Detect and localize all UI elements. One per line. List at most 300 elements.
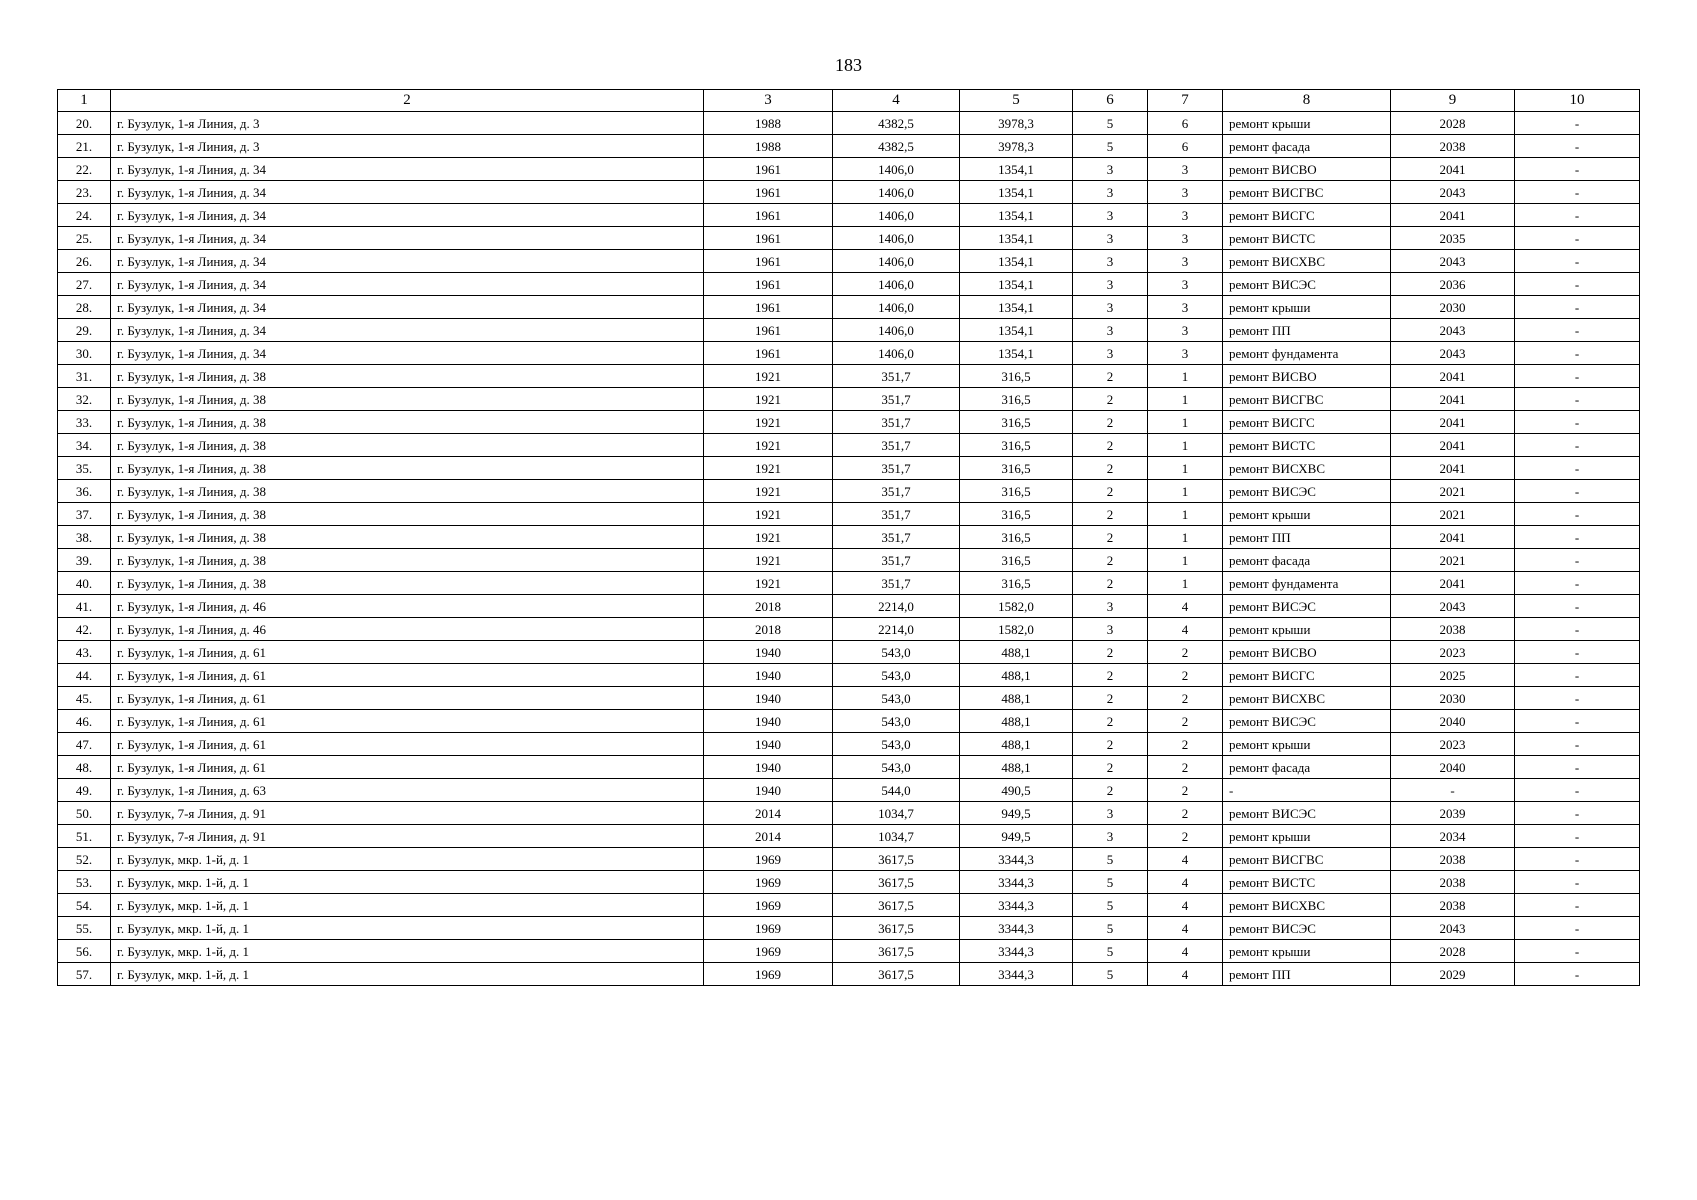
living-area-cell: 1354,1 bbox=[960, 342, 1073, 365]
floors-cell: 2 bbox=[1073, 687, 1148, 710]
living-area-cell: 490,5 bbox=[960, 779, 1073, 802]
row-number-cell: 26. bbox=[58, 250, 111, 273]
entrances-cell: 2 bbox=[1148, 825, 1223, 848]
column-header-6: 6 bbox=[1073, 90, 1148, 112]
entrances-cell: 4 bbox=[1148, 894, 1223, 917]
work-type-cell: ремонт ВИСТС bbox=[1223, 227, 1391, 250]
page-number: 183 bbox=[835, 55, 862, 75]
table-row bbox=[58, 572, 1640, 595]
work-type-cell: ремонт ПП bbox=[1223, 526, 1391, 549]
entrances-cell: 4 bbox=[1148, 940, 1223, 963]
floors-cell: 3 bbox=[1073, 618, 1148, 641]
row-number-cell: 39. bbox=[58, 549, 111, 572]
total-area-cell: 3617,5 bbox=[833, 894, 960, 917]
address-cell: г. Бузулук, 1-я Линия, д. 61 bbox=[111, 733, 704, 756]
row-number-cell: 27. bbox=[58, 273, 111, 296]
living-area-cell: 316,5 bbox=[960, 411, 1073, 434]
row-number-cell: 50. bbox=[58, 802, 111, 825]
note-cell: - bbox=[1515, 825, 1640, 848]
planned-year-cell: 2041 bbox=[1391, 434, 1515, 457]
year-built-cell: 1940 bbox=[704, 664, 833, 687]
table-row bbox=[58, 457, 1640, 480]
total-area-cell: 351,7 bbox=[833, 457, 960, 480]
total-area-cell: 543,0 bbox=[833, 756, 960, 779]
year-built-cell: 1961 bbox=[704, 273, 833, 296]
row-number-cell: 21. bbox=[58, 135, 111, 158]
row-number-cell: 35. bbox=[58, 457, 111, 480]
address-cell: г. Бузулук, 1-я Линия, д. 61 bbox=[111, 687, 704, 710]
note-cell: - bbox=[1515, 365, 1640, 388]
floors-cell: 2 bbox=[1073, 411, 1148, 434]
note-cell: - bbox=[1515, 710, 1640, 733]
planned-year-cell: 2028 bbox=[1391, 940, 1515, 963]
living-area-cell: 316,5 bbox=[960, 503, 1073, 526]
work-type-cell: ремонт ВИСТС bbox=[1223, 871, 1391, 894]
column-header-5: 5 bbox=[960, 90, 1073, 112]
work-type-cell: ремонт ВИСЭС bbox=[1223, 917, 1391, 940]
address-cell: г. Бузулук, 1-я Линия, д. 61 bbox=[111, 664, 704, 687]
total-area-cell: 1406,0 bbox=[833, 227, 960, 250]
floors-cell: 2 bbox=[1073, 779, 1148, 802]
work-type-cell: ремонт фундамента bbox=[1223, 572, 1391, 595]
total-area-cell: 2214,0 bbox=[833, 618, 960, 641]
table-row bbox=[58, 112, 1640, 135]
floors-cell: 5 bbox=[1073, 963, 1148, 986]
note-cell: - bbox=[1515, 457, 1640, 480]
planned-year-cell: 2028 bbox=[1391, 112, 1515, 135]
year-built-cell: 2018 bbox=[704, 595, 833, 618]
table-row bbox=[58, 319, 1640, 342]
total-area-cell: 351,7 bbox=[833, 549, 960, 572]
note-cell: - bbox=[1515, 319, 1640, 342]
planned-year-cell: 2038 bbox=[1391, 618, 1515, 641]
total-area-cell: 4382,5 bbox=[833, 112, 960, 135]
planned-year-cell: 2041 bbox=[1391, 572, 1515, 595]
table-row bbox=[58, 388, 1640, 411]
table-row bbox=[58, 342, 1640, 365]
floors-cell: 2 bbox=[1073, 549, 1148, 572]
table-row bbox=[58, 503, 1640, 526]
address-cell: г. Бузулук, 1-я Линия, д. 34 bbox=[111, 296, 704, 319]
work-type-cell: ремонт фасада bbox=[1223, 756, 1391, 779]
planned-year-cell: 2038 bbox=[1391, 135, 1515, 158]
year-built-cell: 1961 bbox=[704, 181, 833, 204]
address-cell: г. Бузулук, 1-я Линия, д. 38 bbox=[111, 503, 704, 526]
row-number-cell: 29. bbox=[58, 319, 111, 342]
row-number-cell: 30. bbox=[58, 342, 111, 365]
row-number-cell: 37. bbox=[58, 503, 111, 526]
entrances-cell: 4 bbox=[1148, 917, 1223, 940]
address-cell: г. Бузулук, 1-я Линия, д. 38 bbox=[111, 480, 704, 503]
total-area-cell: 543,0 bbox=[833, 733, 960, 756]
note-cell: - bbox=[1515, 250, 1640, 273]
planned-year-cell: 2023 bbox=[1391, 641, 1515, 664]
address-cell: г. Бузулук, 1-я Линия, д. 34 bbox=[111, 158, 704, 181]
living-area-cell: 949,5 bbox=[960, 825, 1073, 848]
work-type-cell: ремонт крыши bbox=[1223, 112, 1391, 135]
total-area-cell: 351,7 bbox=[833, 572, 960, 595]
address-cell: г. Бузулук, мкр. 1-й, д. 1 bbox=[111, 848, 704, 871]
note-cell: - bbox=[1515, 388, 1640, 411]
table-row bbox=[58, 710, 1640, 733]
table-row bbox=[58, 480, 1640, 503]
entrances-cell: 3 bbox=[1148, 227, 1223, 250]
entrances-cell: 1 bbox=[1148, 388, 1223, 411]
total-area-cell: 1406,0 bbox=[833, 342, 960, 365]
work-type-cell: ремонт крыши bbox=[1223, 733, 1391, 756]
planned-year-cell: - bbox=[1391, 779, 1515, 802]
note-cell: - bbox=[1515, 204, 1640, 227]
year-built-cell: 1921 bbox=[704, 549, 833, 572]
work-type-cell: ремонт крыши bbox=[1223, 296, 1391, 319]
living-area-cell: 316,5 bbox=[960, 549, 1073, 572]
floors-cell: 5 bbox=[1073, 135, 1148, 158]
registry-table bbox=[57, 89, 1640, 986]
living-area-cell: 3344,3 bbox=[960, 917, 1073, 940]
living-area-cell: 1582,0 bbox=[960, 595, 1073, 618]
entrances-cell: 1 bbox=[1148, 503, 1223, 526]
living-area-cell: 1354,1 bbox=[960, 319, 1073, 342]
table-row bbox=[58, 204, 1640, 227]
row-number-cell: 52. bbox=[58, 848, 111, 871]
address-cell: г. Бузулук, 1-я Линия, д. 38 bbox=[111, 411, 704, 434]
floors-cell: 2 bbox=[1073, 480, 1148, 503]
address-cell: г. Бузулук, 1-я Линия, д. 38 bbox=[111, 365, 704, 388]
entrances-cell: 1 bbox=[1148, 480, 1223, 503]
total-area-cell: 3617,5 bbox=[833, 940, 960, 963]
planned-year-cell: 2025 bbox=[1391, 664, 1515, 687]
row-number-cell: 31. bbox=[58, 365, 111, 388]
work-type-cell: ремонт крыши bbox=[1223, 618, 1391, 641]
row-number-cell: 23. bbox=[58, 181, 111, 204]
row-number-cell: 57. bbox=[58, 963, 111, 986]
planned-year-cell: 2039 bbox=[1391, 802, 1515, 825]
total-area-cell: 1406,0 bbox=[833, 181, 960, 204]
work-type-cell: ремонт фундамента bbox=[1223, 342, 1391, 365]
entrances-cell: 1 bbox=[1148, 572, 1223, 595]
floors-cell: 5 bbox=[1073, 894, 1148, 917]
note-cell: - bbox=[1515, 595, 1640, 618]
row-number-cell: 32. bbox=[58, 388, 111, 411]
year-built-cell: 1988 bbox=[704, 135, 833, 158]
address-cell: г. Бузулук, 1-я Линия, д. 46 bbox=[111, 618, 704, 641]
note-cell: - bbox=[1515, 756, 1640, 779]
living-area-cell: 1354,1 bbox=[960, 204, 1073, 227]
header-row bbox=[58, 90, 1640, 112]
row-number-cell: 38. bbox=[58, 526, 111, 549]
column-header-9: 9 bbox=[1391, 90, 1515, 112]
floors-cell: 2 bbox=[1073, 756, 1148, 779]
work-type-cell: ремонт ВИСГС bbox=[1223, 664, 1391, 687]
year-built-cell: 1940 bbox=[704, 779, 833, 802]
address-cell: г. Бузулук, 1-я Линия, д. 38 bbox=[111, 549, 704, 572]
work-type-cell: ремонт ВИСЭС bbox=[1223, 595, 1391, 618]
year-built-cell: 2014 bbox=[704, 825, 833, 848]
address-cell: г. Бузулук, 7-я Линия, д. 91 bbox=[111, 825, 704, 848]
address-cell: г. Бузулук, 1-я Линия, д. 46 bbox=[111, 595, 704, 618]
address-cell: г. Бузулук, 1-я Линия, д. 3 bbox=[111, 112, 704, 135]
year-built-cell: 1921 bbox=[704, 572, 833, 595]
year-built-cell: 1921 bbox=[704, 434, 833, 457]
table-row bbox=[58, 526, 1640, 549]
year-built-cell: 2014 bbox=[704, 802, 833, 825]
entrances-cell: 4 bbox=[1148, 595, 1223, 618]
note-cell: - bbox=[1515, 641, 1640, 664]
address-cell: г. Бузулук, мкр. 1-й, д. 1 bbox=[111, 894, 704, 917]
entrances-cell: 6 bbox=[1148, 112, 1223, 135]
table-row bbox=[58, 917, 1640, 940]
work-type-cell: ремонт ПП bbox=[1223, 963, 1391, 986]
entrances-cell: 2 bbox=[1148, 733, 1223, 756]
floors-cell: 3 bbox=[1073, 342, 1148, 365]
work-type-cell: ремонт ВИСВО bbox=[1223, 158, 1391, 181]
year-built-cell: 1940 bbox=[704, 687, 833, 710]
planned-year-cell: 2021 bbox=[1391, 480, 1515, 503]
total-area-cell: 1406,0 bbox=[833, 319, 960, 342]
planned-year-cell: 2043 bbox=[1391, 595, 1515, 618]
entrances-cell: 2 bbox=[1148, 710, 1223, 733]
row-number-cell: 55. bbox=[58, 917, 111, 940]
work-type-cell: ремонт ВИСХВС bbox=[1223, 250, 1391, 273]
living-area-cell: 488,1 bbox=[960, 687, 1073, 710]
living-area-cell: 1354,1 bbox=[960, 158, 1073, 181]
planned-year-cell: 2038 bbox=[1391, 871, 1515, 894]
row-number-cell: 25. bbox=[58, 227, 111, 250]
year-built-cell: 1940 bbox=[704, 710, 833, 733]
table-row bbox=[58, 365, 1640, 388]
planned-year-cell: 2030 bbox=[1391, 296, 1515, 319]
total-area-cell: 543,0 bbox=[833, 641, 960, 664]
table-row bbox=[58, 641, 1640, 664]
table-row bbox=[58, 434, 1640, 457]
living-area-cell: 316,5 bbox=[960, 572, 1073, 595]
row-number-cell: 22. bbox=[58, 158, 111, 181]
note-cell: - bbox=[1515, 112, 1640, 135]
living-area-cell: 1354,1 bbox=[960, 250, 1073, 273]
entrances-cell: 4 bbox=[1148, 963, 1223, 986]
planned-year-cell: 2030 bbox=[1391, 687, 1515, 710]
table-row bbox=[58, 871, 1640, 894]
table-row bbox=[58, 963, 1640, 986]
floors-cell: 5 bbox=[1073, 940, 1148, 963]
floors-cell: 3 bbox=[1073, 158, 1148, 181]
address-cell: г. Бузулук, 1-я Линия, д. 38 bbox=[111, 457, 704, 480]
planned-year-cell: 2034 bbox=[1391, 825, 1515, 848]
floors-cell: 2 bbox=[1073, 710, 1148, 733]
entrances-cell: 3 bbox=[1148, 273, 1223, 296]
row-number-cell: 44. bbox=[58, 664, 111, 687]
floors-cell: 3 bbox=[1073, 250, 1148, 273]
note-cell: - bbox=[1515, 227, 1640, 250]
living-area-cell: 488,1 bbox=[960, 641, 1073, 664]
row-number-cell: 41. bbox=[58, 595, 111, 618]
row-number-cell: 54. bbox=[58, 894, 111, 917]
floors-cell: 5 bbox=[1073, 848, 1148, 871]
table-row bbox=[58, 595, 1640, 618]
note-cell: - bbox=[1515, 503, 1640, 526]
table-row bbox=[58, 135, 1640, 158]
entrances-cell: 2 bbox=[1148, 641, 1223, 664]
work-type-cell: - bbox=[1223, 779, 1391, 802]
column-header-8: 8 bbox=[1223, 90, 1391, 112]
note-cell: - bbox=[1515, 963, 1640, 986]
note-cell: - bbox=[1515, 181, 1640, 204]
planned-year-cell: 2036 bbox=[1391, 273, 1515, 296]
note-cell: - bbox=[1515, 342, 1640, 365]
row-number-cell: 42. bbox=[58, 618, 111, 641]
note-cell: - bbox=[1515, 158, 1640, 181]
entrances-cell: 6 bbox=[1148, 135, 1223, 158]
note-cell: - bbox=[1515, 480, 1640, 503]
total-area-cell: 3617,5 bbox=[833, 963, 960, 986]
total-area-cell: 351,7 bbox=[833, 526, 960, 549]
row-number-cell: 53. bbox=[58, 871, 111, 894]
note-cell: - bbox=[1515, 940, 1640, 963]
floors-cell: 3 bbox=[1073, 227, 1148, 250]
table-header bbox=[58, 90, 1640, 112]
address-cell: г. Бузулук, 1-я Линия, д. 34 bbox=[111, 204, 704, 227]
entrances-cell: 1 bbox=[1148, 365, 1223, 388]
work-type-cell: ремонт ВИСХВС bbox=[1223, 894, 1391, 917]
address-cell: г. Бузулук, 1-я Линия, д. 34 bbox=[111, 250, 704, 273]
address-cell: г. Бузулук, 1-я Линия, д. 38 bbox=[111, 572, 704, 595]
work-type-cell: ремонт ВИСВО bbox=[1223, 641, 1391, 664]
address-cell: г. Бузулук, 1-я Линия, д. 38 bbox=[111, 526, 704, 549]
planned-year-cell: 2041 bbox=[1391, 457, 1515, 480]
entrances-cell: 1 bbox=[1148, 411, 1223, 434]
work-type-cell: ремонт ВИСЭС bbox=[1223, 273, 1391, 296]
floors-cell: 2 bbox=[1073, 733, 1148, 756]
planned-year-cell: 2023 bbox=[1391, 733, 1515, 756]
entrances-cell: 1 bbox=[1148, 549, 1223, 572]
note-cell: - bbox=[1515, 572, 1640, 595]
planned-year-cell: 2029 bbox=[1391, 963, 1515, 986]
table-row bbox=[58, 687, 1640, 710]
note-cell: - bbox=[1515, 917, 1640, 940]
total-area-cell: 3617,5 bbox=[833, 871, 960, 894]
living-area-cell: 488,1 bbox=[960, 756, 1073, 779]
note-cell: - bbox=[1515, 135, 1640, 158]
total-area-cell: 351,7 bbox=[833, 388, 960, 411]
entrances-cell: 2 bbox=[1148, 779, 1223, 802]
total-area-cell: 1034,7 bbox=[833, 802, 960, 825]
table-body bbox=[58, 112, 1640, 986]
living-area-cell: 3344,3 bbox=[960, 848, 1073, 871]
work-type-cell: ремонт ВИСГВС bbox=[1223, 388, 1391, 411]
column-header-3: 3 bbox=[704, 90, 833, 112]
total-area-cell: 351,7 bbox=[833, 434, 960, 457]
year-built-cell: 1961 bbox=[704, 250, 833, 273]
floors-cell: 2 bbox=[1073, 457, 1148, 480]
work-type-cell: ремонт крыши bbox=[1223, 825, 1391, 848]
living-area-cell: 488,1 bbox=[960, 710, 1073, 733]
work-type-cell: ремонт фасада bbox=[1223, 549, 1391, 572]
row-number-cell: 48. bbox=[58, 756, 111, 779]
planned-year-cell: 2040 bbox=[1391, 756, 1515, 779]
work-type-cell: ремонт ВИСГС bbox=[1223, 204, 1391, 227]
year-built-cell: 1921 bbox=[704, 411, 833, 434]
work-type-cell: ремонт ВИСТС bbox=[1223, 434, 1391, 457]
work-type-cell: ремонт ВИСЭС bbox=[1223, 480, 1391, 503]
work-type-cell: ремонт ВИСВО bbox=[1223, 365, 1391, 388]
table-row bbox=[58, 296, 1640, 319]
living-area-cell: 1354,1 bbox=[960, 227, 1073, 250]
address-cell: г. Бузулук, 1-я Линия, д. 34 bbox=[111, 227, 704, 250]
row-number-cell: 34. bbox=[58, 434, 111, 457]
column-header-7: 7 bbox=[1148, 90, 1223, 112]
note-cell: - bbox=[1515, 733, 1640, 756]
total-area-cell: 4382,5 bbox=[833, 135, 960, 158]
entrances-cell: 3 bbox=[1148, 342, 1223, 365]
floors-cell: 3 bbox=[1073, 296, 1148, 319]
year-built-cell: 1969 bbox=[704, 871, 833, 894]
entrances-cell: 1 bbox=[1148, 434, 1223, 457]
year-built-cell: 2018 bbox=[704, 618, 833, 641]
work-type-cell: ремонт крыши bbox=[1223, 940, 1391, 963]
entrances-cell: 3 bbox=[1148, 204, 1223, 227]
living-area-cell: 3978,3 bbox=[960, 112, 1073, 135]
planned-year-cell: 2043 bbox=[1391, 342, 1515, 365]
year-built-cell: 1961 bbox=[704, 342, 833, 365]
living-area-cell: 316,5 bbox=[960, 434, 1073, 457]
total-area-cell: 543,0 bbox=[833, 664, 960, 687]
planned-year-cell: 2043 bbox=[1391, 319, 1515, 342]
living-area-cell: 316,5 bbox=[960, 457, 1073, 480]
work-type-cell: ремонт ВИСГВС bbox=[1223, 848, 1391, 871]
year-built-cell: 1969 bbox=[704, 894, 833, 917]
entrances-cell: 4 bbox=[1148, 848, 1223, 871]
note-cell: - bbox=[1515, 296, 1640, 319]
floors-cell: 3 bbox=[1073, 204, 1148, 227]
living-area-cell: 488,1 bbox=[960, 664, 1073, 687]
note-cell: - bbox=[1515, 618, 1640, 641]
row-number-cell: 20. bbox=[58, 112, 111, 135]
address-cell: г. Бузулук, 1-я Линия, д. 34 bbox=[111, 342, 704, 365]
table-row bbox=[58, 940, 1640, 963]
entrances-cell: 2 bbox=[1148, 664, 1223, 687]
note-cell: - bbox=[1515, 273, 1640, 296]
entrances-cell: 1 bbox=[1148, 526, 1223, 549]
year-built-cell: 1988 bbox=[704, 112, 833, 135]
planned-year-cell: 2043 bbox=[1391, 250, 1515, 273]
year-built-cell: 1969 bbox=[704, 963, 833, 986]
note-cell: - bbox=[1515, 779, 1640, 802]
total-area-cell: 2214,0 bbox=[833, 595, 960, 618]
planned-year-cell: 2041 bbox=[1391, 526, 1515, 549]
column-header-4: 4 bbox=[833, 90, 960, 112]
floors-cell: 3 bbox=[1073, 802, 1148, 825]
total-area-cell: 3617,5 bbox=[833, 917, 960, 940]
address-cell: г. Бузулук, 1-я Линия, д. 3 bbox=[111, 135, 704, 158]
total-area-cell: 3617,5 bbox=[833, 848, 960, 871]
planned-year-cell: 2038 bbox=[1391, 894, 1515, 917]
year-built-cell: 1969 bbox=[704, 940, 833, 963]
total-area-cell: 351,7 bbox=[833, 503, 960, 526]
entrances-cell: 4 bbox=[1148, 871, 1223, 894]
total-area-cell: 1406,0 bbox=[833, 204, 960, 227]
note-cell: - bbox=[1515, 802, 1640, 825]
planned-year-cell: 2041 bbox=[1391, 204, 1515, 227]
row-number-cell: 56. bbox=[58, 940, 111, 963]
living-area-cell: 316,5 bbox=[960, 388, 1073, 411]
living-area-cell: 3978,3 bbox=[960, 135, 1073, 158]
row-number-cell: 24. bbox=[58, 204, 111, 227]
address-cell: г. Бузулук, 1-я Линия, д. 61 bbox=[111, 710, 704, 733]
year-built-cell: 1921 bbox=[704, 480, 833, 503]
planned-year-cell: 2043 bbox=[1391, 917, 1515, 940]
floors-cell: 3 bbox=[1073, 181, 1148, 204]
address-cell: г. Бузулук, 1-я Линия, д. 61 bbox=[111, 641, 704, 664]
